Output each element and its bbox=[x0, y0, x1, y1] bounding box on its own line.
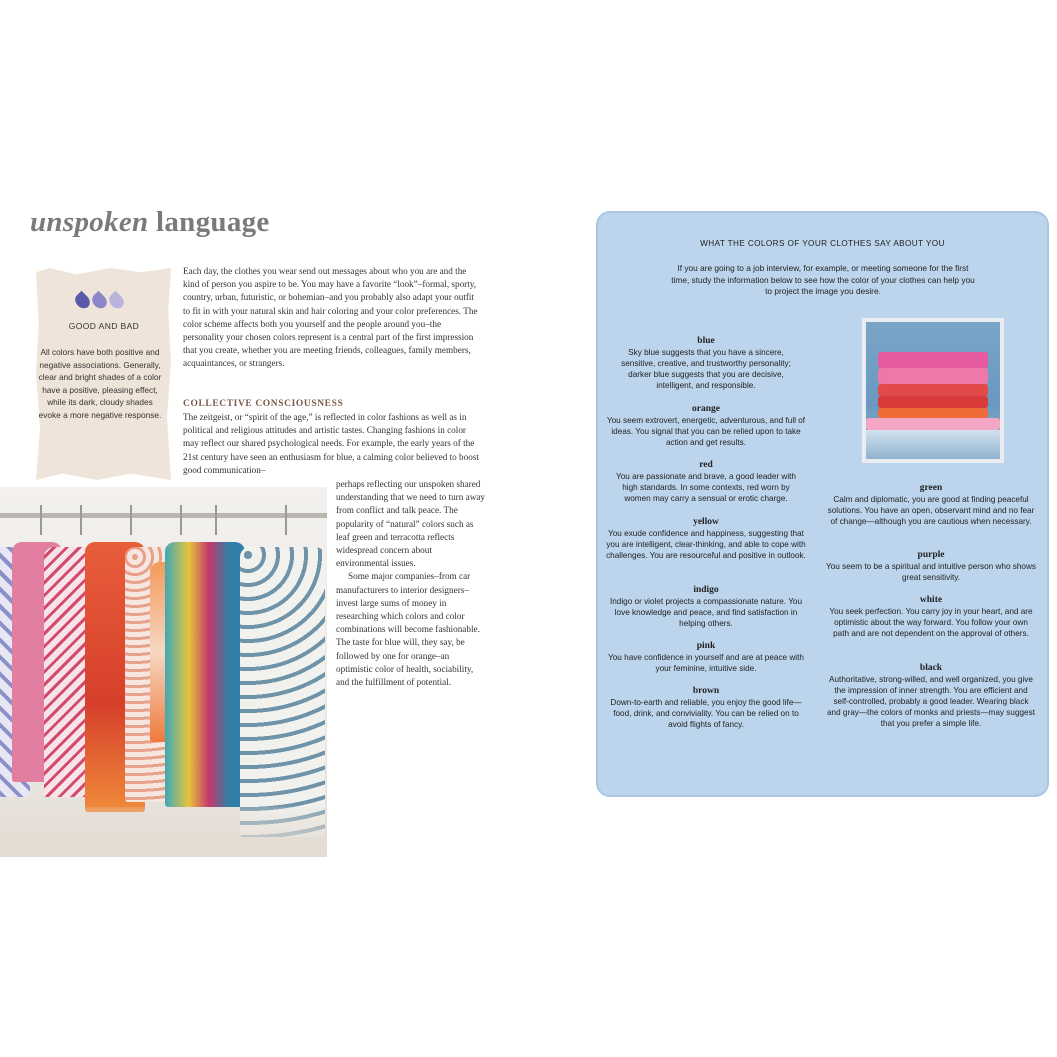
hanger bbox=[285, 505, 287, 535]
intro-paragraph: Each day, the clothes you wear send out messages about who you are and the kind of person you aspire to be. You may have a favorite “look”–formal, sporty, country, urban, futuristic, or bohemian–and you probably also adapt your outfit to fit in with your natural skin and hair coloring and your color preferences. The color scheme affects both you yourself and the people around you–the personality your chosen colors represent is a central part of the first impression that you create, whether you are meeting friends, colleagues, family members, acquaintances, or strangers. bbox=[183, 266, 478, 369]
color-desc: You are passionate and brave, a good leader with high standards. In some contexts, red worn by women may carry a sensual or erotic charge. bbox=[616, 472, 796, 503]
color-entry-brown bbox=[606, 685, 806, 730]
folded-sweaters-photo bbox=[862, 318, 1004, 463]
color-entry-white bbox=[826, 594, 1036, 639]
color-desc: You seem to be a spiritual and intuitive person who shows great sensitivity. bbox=[826, 562, 1036, 582]
drop-icon bbox=[89, 291, 110, 312]
panel-intro: If you are going to a job interview, for example, or meeting someone for the first time, study the information below to see how the color of your clothes can help you to project the image you desire. bbox=[671, 263, 975, 296]
hanger bbox=[130, 505, 132, 535]
color-name: white bbox=[919, 595, 943, 605]
color-name: brown bbox=[692, 686, 720, 696]
body-paragraph-2: Some major companies–from car manufacturers to interior designers–invest large sums of money in researching which colors and color combinations will become fashionable. The taste for blue will, they say, be followed by one for orange–an optimistic color of health, sociability, and the fulfillment of potential. bbox=[336, 571, 480, 688]
color-name: red bbox=[699, 460, 713, 470]
color-desc: Authoritative, strong-willed, and well organized, you give the impression of inner strength. You are efficient and self-controlled, probably a good leader. Wearing black and gray—the colors of monks and priests—may suggest that you prefer a simple life. bbox=[827, 675, 1035, 728]
color-desc: You seek perfection. You carry joy in your heart, and are optimistic about the way forward. You follow your own path and are not dependent on the approval of others. bbox=[829, 607, 1033, 638]
page-title-italic: unspoken bbox=[30, 206, 149, 238]
color-name: indigo bbox=[693, 585, 719, 595]
section-heading: COLLECTIVE CONSCIOUSNESS bbox=[183, 399, 344, 409]
garment bbox=[240, 547, 325, 837]
clothes-rail-photo bbox=[0, 487, 327, 857]
body-paragraph-1: The zeitgeist, or “spirit of the age,” is reflected in color fashions as well as in political and religious attitudes and artistic tastes. Changing fashions in color may reflect our shared psychological needs. For example, the early years of the 21st century have seen an enthusiasm for blue, a calming color believed to boost good communication– bbox=[183, 412, 479, 475]
body-paragraph-1-cont: perhaps reflecting our unspoken shared understanding that we need to turn away from conflict and talk peace. The popularity of “natural” colors such as leaf green and terracotta reflects widespread concern about environmental issues. bbox=[336, 479, 485, 569]
color-entry-black bbox=[826, 662, 1036, 729]
page-title-rest: language bbox=[156, 206, 270, 238]
clothes-rail bbox=[0, 513, 327, 518]
color-name: black bbox=[919, 663, 943, 673]
color-name: purple bbox=[917, 550, 945, 560]
body-column bbox=[336, 478, 486, 689]
color-name: yellow bbox=[693, 517, 719, 527]
page-title bbox=[30, 206, 270, 239]
color-desc: Down-to-earth and reliable, you enjoy the good life—food, drink, and conviviality. You can be relied on to avoid flights of fancy. bbox=[610, 698, 802, 729]
drop-icon bbox=[72, 291, 93, 312]
color-desc: You have confidence in yourself and are at peace with your feminine, intuitive side. bbox=[608, 653, 804, 673]
panel-heading: WHAT THE COLORS OF YOUR CLOTHES SAY ABOUT YOU bbox=[700, 239, 945, 248]
color-desc: Indigo or violet projects a compassionate nature. You love knowledge and peace, and find satisfaction in helping others. bbox=[609, 597, 803, 628]
color-entry-blue bbox=[606, 335, 806, 391]
color-entry-purple bbox=[826, 549, 1036, 583]
color-desc: Calm and diplomatic, you are good at finding peaceful solutions. You have an open, observant mind and no fear of change—although you are cautious when necessary. bbox=[827, 495, 1035, 526]
hanger bbox=[40, 505, 42, 535]
hanger bbox=[80, 505, 82, 535]
color-name: pink bbox=[696, 641, 716, 651]
color-desc: You seem extrovert, energetic, adventurous, and full of ideas. You signal that you can be relied upon to take action and get results. bbox=[606, 416, 806, 447]
garment bbox=[165, 542, 245, 807]
sidebar-text: All colors have both positive and negative associations. Generally, clear and bright shades of a color have a positive, pleasing effect, while its dark, cloudy shades evoke a more negative response. bbox=[38, 347, 162, 420]
color-name: blue bbox=[697, 336, 715, 346]
sidebar-heading: GOOD AND BAD bbox=[68, 321, 140, 331]
hanger bbox=[215, 505, 217, 535]
color-entry-orange bbox=[606, 403, 806, 448]
color-entry-yellow bbox=[606, 516, 806, 561]
color-name: orange bbox=[692, 404, 720, 414]
color-name: green bbox=[919, 483, 943, 493]
color-desc: You exude confidence and happiness, suggesting that you are intelligent, clear-thinking, and able to cope with challenges. You are resourceful and positive in outlook. bbox=[606, 529, 806, 560]
color-drops bbox=[76, 293, 123, 309]
color-entry-pink bbox=[606, 640, 806, 674]
hanger bbox=[180, 505, 182, 535]
color-desc: Sky blue suggests that you have a sincere, sensitive, creative, and trustworthy personality; darker blue suggests that you are decisive, intelligent, and responsible. bbox=[621, 348, 791, 390]
color-entry-indigo bbox=[606, 584, 806, 629]
color-entry-green bbox=[826, 482, 1036, 527]
color-entry-red bbox=[606, 459, 806, 504]
